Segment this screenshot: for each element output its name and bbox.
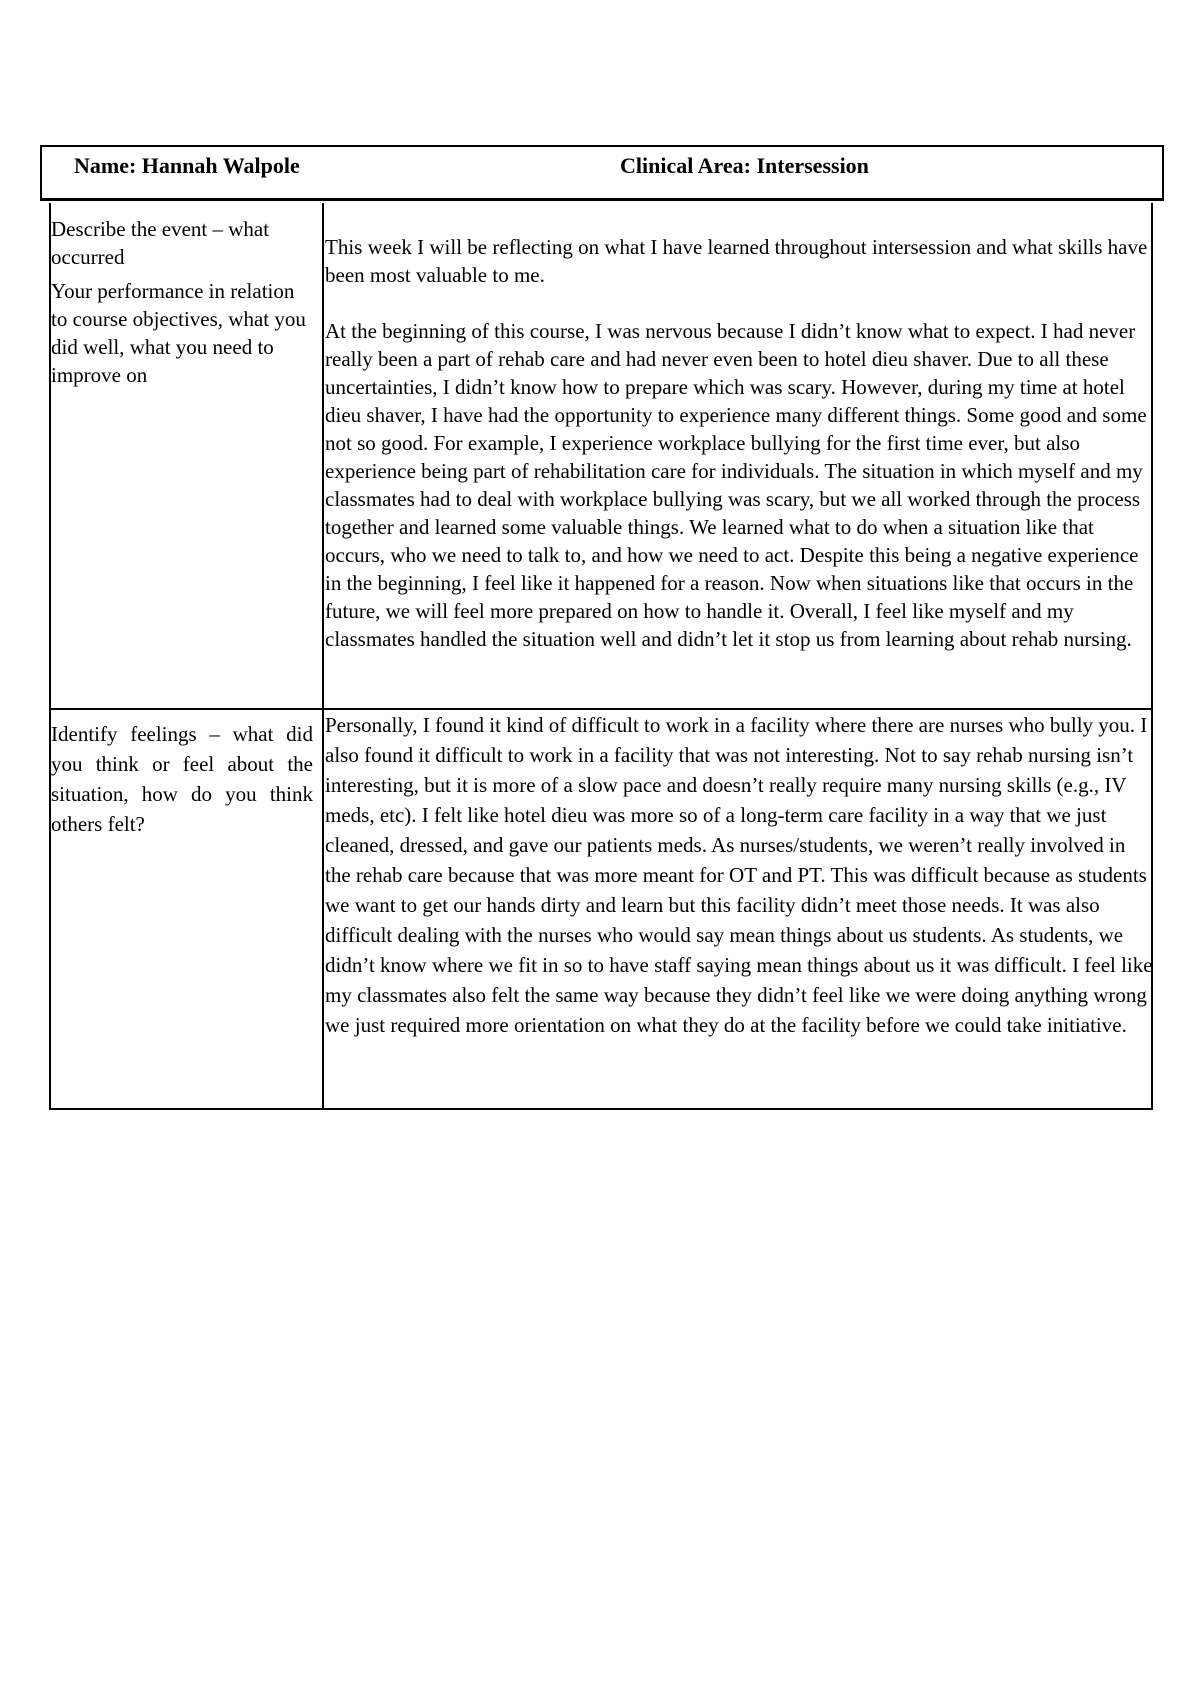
prompt-cell-event (51, 215, 313, 395)
clinical-area: Clinical Area: Intersession (620, 153, 869, 178)
prompt-describe-event: Describe the event – what occurred (51, 217, 270, 269)
student-name: Name: Hannah Walpole (74, 153, 300, 178)
prompt-identify-feelings: Identify feelings – what did you think or feel about the situation, how do you think others felt? (51, 722, 313, 836)
column-divider (322, 203, 324, 1108)
header-box (40, 145, 1164, 201)
prompt-cell-feelings (51, 719, 313, 839)
response-cell-event (325, 233, 1153, 681)
response-paragraph: Personally, I found it kind of difficult to work in a facility where there are nurses who bully you. I also found it difficult to work in a facility that was not interesting. Not to say rehab nursing isn’t interesting, but it is more of a slow pace and doesn’t really require many nursing skills (e.g., IV meds, etc). I felt like hotel dieu was more so of a long-term care facility in a way that we just cleaned, dressed, and gave our patients meds. As nurses/students, we weren’t really involved in the rehab care because that was more meant for OT and PT. This was difficult because as students we want to get our hands dirty and learn but this facility didn’t meet those needs. It was also difficult dealing with the nurses who would say mean things about us students. As students, we didn’t know where we fit in so to have staff saying mean things about us it was difficult. I feel like my classmates also felt the same way because they didn’t feel like we were doing anything wrong we just required more orientation on what they do at the facility before we could take initiative. (325, 713, 1153, 1037)
prompt-performance: Your performance in relation to course objectives, what you did well, what you need to improve on (51, 279, 306, 387)
reflection-table (49, 203, 1153, 1110)
response-cell-feelings (325, 710, 1153, 1040)
response-paragraph: This week I will be reflecting on what I have learned throughout intersession and what skills have been most valuable to me. (325, 235, 1148, 287)
response-paragraph: At the beginning of this course, I was nervous because I didn’t know what to expect. I had never really been a part of rehab care and had never even been to hotel dieu shaver. Due to all these uncertainties, I didn’t know how to prepare which was scary. However, during my time at hotel dieu shaver, I have had the opportunity to experience many different things. Some good and some not so good. For example, I experience workplace bullying for the first time ever, but also experience being part of rehabilitation care for individuals. The situation in which myself and my classmates had to deal with workplace bullying was scary, but we all worked through the process together and learned some valuable things. We learned what to do when a situation like that occurs, who we need to talk to, and how we need to act. Despite this being a negative experience in the beginning, I feel like it happened for a reason. Now when situations like that occurs in the future, we will feel more prepared on how to handle it. Overall, I feel like myself and my classmates handled the situation well and didn’t let it stop us from learning about rehab nursing. (325, 319, 1147, 651)
